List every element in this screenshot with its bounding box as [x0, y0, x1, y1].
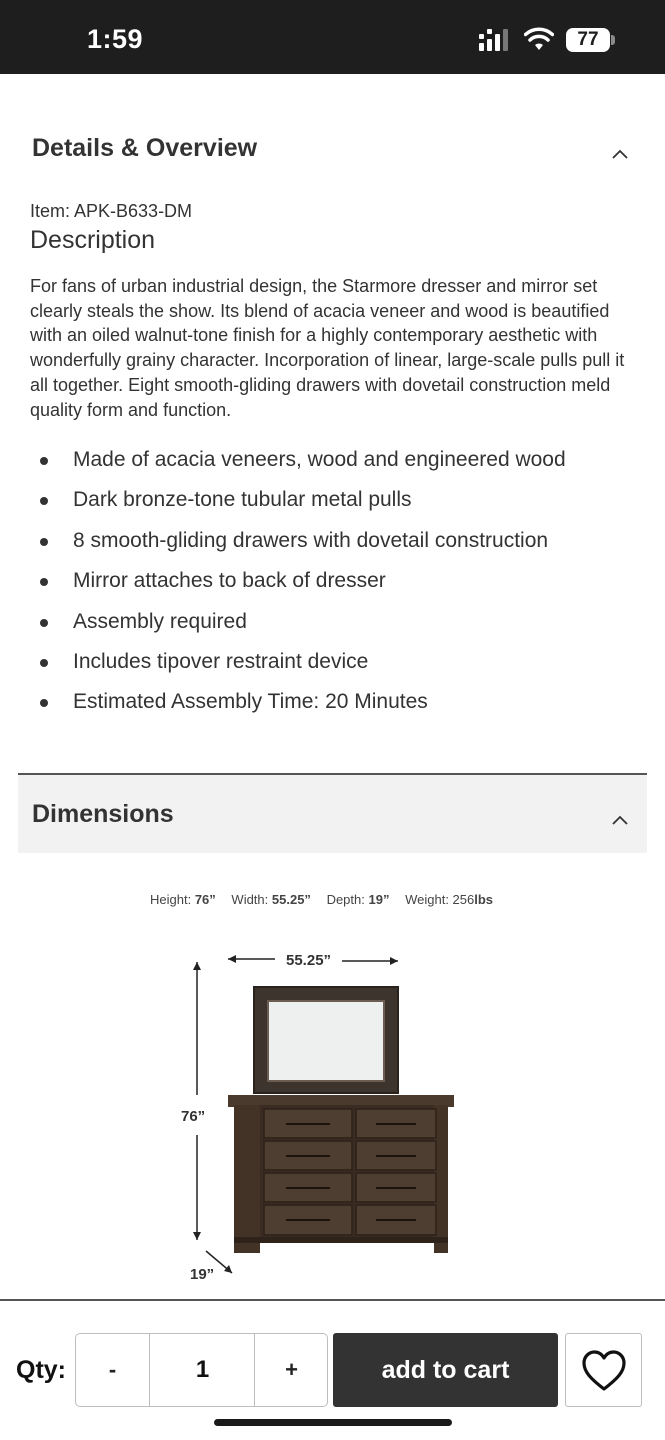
- list-item: [0, 686, 665, 726]
- dimension-specs: [150, 892, 493, 907]
- wifi-icon: [524, 26, 554, 52]
- increase-quantity-button[interactable]: +: [254, 1334, 328, 1406]
- feature-text: Includes tipover restraint device: [73, 649, 369, 673]
- height-value: 76”: [194, 892, 216, 907]
- list-item: [0, 565, 665, 605]
- dimensions-title[interactable]: Dimensions: [32, 800, 174, 828]
- weight-unit: lbs: [474, 892, 494, 907]
- list-item: [0, 606, 665, 646]
- height-dimension-label: 76”: [181, 1108, 206, 1125]
- details-overview-header[interactable]: Details & Overview: [32, 134, 258, 162]
- bullet: [40, 659, 48, 667]
- bullet: [40, 699, 48, 707]
- bullet: [40, 619, 48, 627]
- decrease-quantity-button[interactable]: -: [76, 1334, 150, 1406]
- feature-text: Made of acacia veneers, wood and engineered wood: [73, 448, 566, 471]
- depth-value: 19”: [368, 892, 390, 907]
- feature-text: Estimated Assembly Time: 20 Minutes: [73, 690, 428, 714]
- quantity-label: Qty:: [16, 1356, 66, 1384]
- quantity-input[interactable]: 1: [195, 1356, 210, 1383]
- list-item: [0, 525, 665, 565]
- list-item: [0, 646, 665, 686]
- quantity-stepper: [75, 1333, 328, 1407]
- list-item: [0, 444, 665, 484]
- add-to-cart-button[interactable]: add to cart: [333, 1333, 558, 1407]
- battery-icon: 77: [566, 28, 610, 52]
- chevron-up-icon[interactable]: [611, 811, 629, 829]
- status-bar: [0, 0, 665, 74]
- item-code: Item: APK-B633-DM: [30, 201, 193, 221]
- bullet: [40, 538, 48, 546]
- status-time: 1:59: [87, 24, 144, 54]
- bullet: [40, 497, 48, 505]
- weight-label: Weight: 256: [405, 892, 475, 907]
- depth-label: Depth:: [326, 892, 365, 907]
- bullet: [40, 578, 48, 586]
- bullet: [40, 457, 48, 465]
- home-indicator: [214, 1419, 452, 1426]
- height-label: Height:: [150, 892, 192, 907]
- feature-text: Assembly required: [73, 609, 247, 633]
- description-title: Description: [30, 226, 156, 254]
- depth-dimension-label: 19”: [190, 1266, 215, 1283]
- chevron-up-icon[interactable]: [611, 145, 629, 163]
- battery-tip: [611, 35, 615, 45]
- heart-icon: [581, 1348, 627, 1394]
- feature-text: 8 smooth-gliding drawers with dovetail construction: [73, 528, 549, 552]
- width-value: 55.25”: [271, 892, 311, 907]
- feature-text: Mirror attaches to back of dresser: [73, 569, 386, 593]
- feature-list: [0, 444, 665, 727]
- width-dimension-label: 55.25”: [286, 952, 332, 969]
- list-item: [0, 484, 665, 524]
- description-text: For fans of urban industrial design, the Starmore dresser and mirror set clearly steals the show. Its blend of acacia veneer and wood is beautified with an oiled walnut-tone finish for a highly contemporary aesthetic with wonderfully grainy character. Incorporation of linear, large-scale pulls pull it all together. Eight smooth-gliding drawers with dovetail construction meld quality form and function.: [30, 276, 625, 420]
- bottom-bar-divider: [0, 1299, 665, 1301]
- width-label: Width:: [231, 892, 269, 907]
- dresser-dimension-image: [170, 945, 480, 1290]
- feature-text: Dark bronze-tone tubular metal pulls: [73, 488, 412, 512]
- signal-icon: [478, 28, 514, 52]
- wishlist-button[interactable]: [565, 1333, 642, 1407]
